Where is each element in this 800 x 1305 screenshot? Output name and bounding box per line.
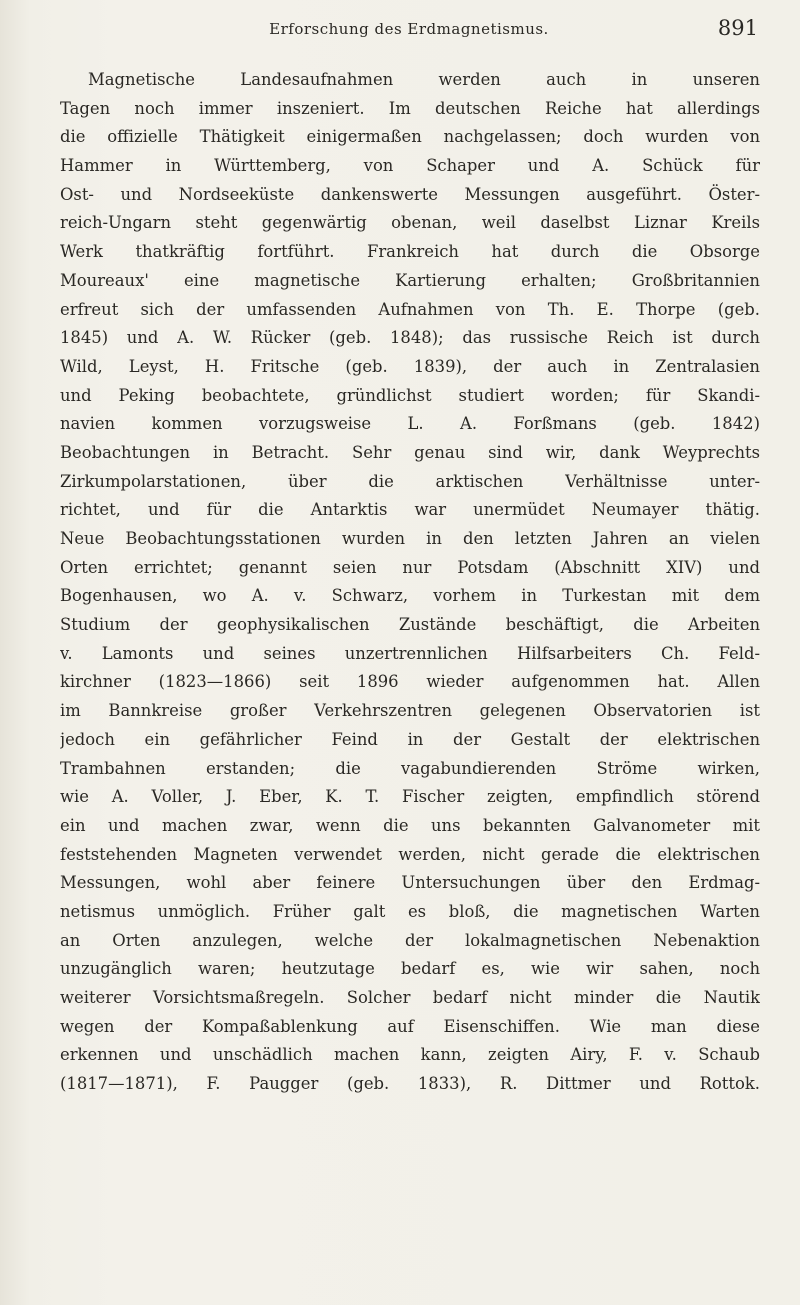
page-number: 891 [717,16,758,40]
text-line: feststehenden Magneten verwendet werden, nicht gerade die elektrischen [60,844,760,864]
text-line: und Peking beobachtete, gründlichst studiert worden; für Skandi- [60,385,760,405]
text-line: Studium der geophysikalischen Zustände beschäftigt, die Arbeiten [60,615,760,635]
text-line: die offizielle Thätigkeit einigermaßen nachgelassen; doch wurden von [60,127,760,147]
text-line: navien kommen vorzugsweise L. A. Forßmans (geb. 1842) [60,414,760,434]
text-line: kirchner (1823—1866) seit 1896 wieder aufgenommen hat. Allen [60,672,760,692]
running-title: Erforschung des Erdmagnetismus. [269,20,549,38]
text-line: wegen der Kompaßablenkung auf Eisenschiffen. Wie man diese [60,1016,760,1036]
text-line: ein und machen zwar, wenn die uns bekannten Galvanometer mit [60,815,760,835]
text-line: Zirkumpolarstationen, über die arktischen Verhältnisse unter- [60,471,760,491]
text-line: wie A. Voller, J. Eber, K. T. Fischer zeigten, empfindlich störend [60,787,760,807]
text-line: netismus unmöglich. Früher galt es bloß, die magnetischen Warten [60,901,760,921]
text-line: Tagen noch immer inszeniert. Im deutschen Reiche hat allerdings [60,98,760,118]
text-line: v. Lamonts und seines unzertrennlichen Hilfsarbeiters Ch. Feld- [60,643,760,663]
text-line: unzugänglich waren; heutzutage bedarf es, wie wir sahen, noch [60,959,760,979]
text-line: erkennen und unschädlich machen kann, zeigten Airy, F. v. Schaub [60,1045,760,1065]
text-line: 1845) und A. W. Rücker (geb. 1848); das russische Reich ist durch [60,328,760,348]
text-line: reich-Ungarn steht gegenwärtig obenan, weil daselbst Liznar Kreils [60,213,760,233]
text-line: richtet, und für die Antarktis war unermüdet Neumayer thätig. [60,500,760,520]
text-line: Bogenhausen, wo A. v. Schwarz, vorhem in Turkestan mit dem [60,586,760,606]
text-line: an Orten anzulegen, welche der lokalmagnetischen Nebenaktion [60,930,760,950]
text-line: Trambahnen erstanden; die vagabundierenden Ströme wirken, [60,758,760,778]
text-line: weiterer Vorsichtsmaßregeln. Solcher bedarf nicht minder die Nautik [60,988,760,1007]
text-line: Messungen, wohl aber feinere Untersuchungen über den Erdmag- [60,873,760,893]
text-line: Hammer in Württemberg, von Schaper und A. Schück für [60,156,760,176]
text-line: Wild, Leyst, H. Fritsche (geb. 1839), der auch in Zentralasien [60,356,760,376]
text-line: Werk thatkräftig fortführt. Frankreich hat durch die Obsorge [60,242,760,262]
text-line: Magnetische Landesaufnahmen werden auch in unseren [88,70,760,89]
text-line: Orten errichtet; genannt seien nur Potsdam (Abschnitt XIV) und [60,557,760,577]
text-line: Ost- und Nordseeküste dankenswerte Messungen ausgeführt. Öster- [60,184,760,204]
text-line: jedoch ein gefährlicher Feind in der Gestalt der elektrischen [60,729,760,749]
body-text [60,66,760,1099]
text-line: Neue Beobachtungsstationen wurden in den letzten Jahren an vielen [60,529,760,548]
text-line: (1817—1871), F. Paugger (geb. 1833), R. Dittmer und Rottok. [60,1074,760,1094]
text-line: erfreut sich der umfassenden Aufnahmen von Th. E. Thorpe (geb. [60,299,760,319]
text-line: im Bannkreise großer Verkehrszentren gelegenen Observatorien ist [60,701,760,721]
page-header [60,14,758,44]
text-line: Beobachtungen in Betracht. Sehr genau sind wir, dank Weyprechts [60,442,760,462]
text-line: Moureaux' eine magnetische Kartierung erhalten; Großbritannien [60,270,760,290]
